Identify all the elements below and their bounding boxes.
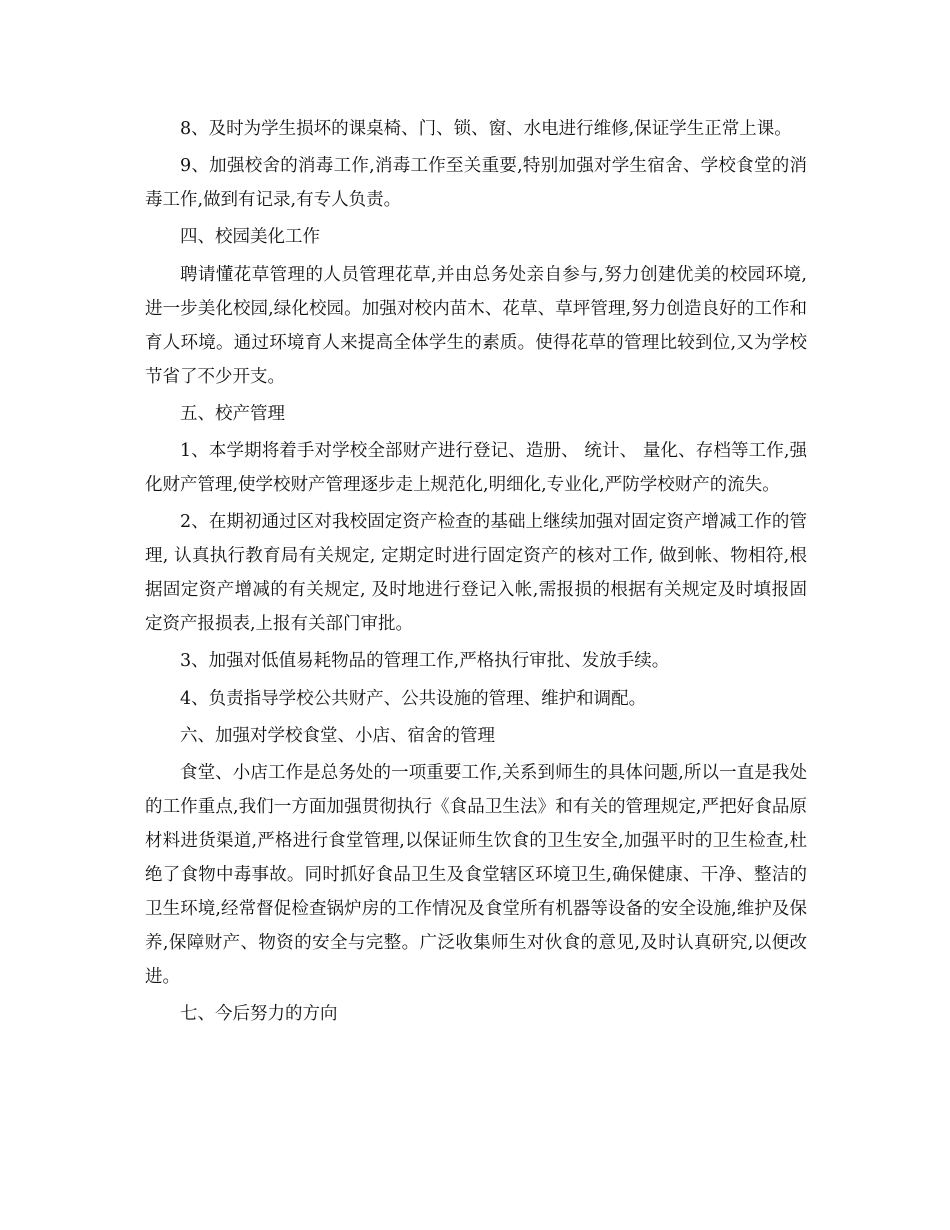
paragraph-property-registration: 1、本学期将着手对学校全部财产进行登记、造册、 统计、 量化、存档等工作,强化财产管理,使学校财产管理逐步走上规范化,明细化,专业化,严防学校财产的流失。 (145, 440, 807, 495)
section-heading-canteen-management: 六、加强对学校食堂、小店、宿舍的管理 (180, 725, 495, 746)
paragraph-fixed-assets: 2、在期初通过区对我校固定资产检查的基础上继续加强对固定资产增减工作的管理, 认真执行教育局有关规定, 定期定时进行固定资产的核对工作, 做到帐、物相符,根据固定资产增减的有关规定, 及时地进行登记入帐,需报损的根据有关规定及时填报固定资产报损表,上报有关部门审批。 (145, 512, 807, 635)
paragraph-public-facilities: 4、负责指导学校公共财产、公共设施的管理、维护和调配。 (180, 688, 647, 709)
section-heading-property-management: 五、校产管理 (180, 403, 285, 424)
paragraph-canteen: 食堂、小店工作是总务处的一项重要工作,关系到师生的具体问题,所以一直是我处的工作重点,我们一方面加强贯彻执行《食品卫生法》和有关的管理规定,严把好食品原材料进货渠道,严格进行食堂管理,以保证师生饮食的卫生安全,加强平时的卫生检查,杜绝了食物中毒事故。同时抓好食品卫生及食堂辖区环境卫生,确保健康、干净、整洁的卫生环境,经常督促检查锅炉房的工作情况及食堂所有机器等设备的安全设施,维护及保养,保障财产、物资的安全与完整。广泛收集师生对伙食的意见,及时认真研究,以便改进。 (145, 762, 807, 987)
document-page (145, 112, 807, 1034)
paragraph-disinfection: 9、加强校舍的消毒工作,消毒工作至关重要,特别加强对学生宿舍、学校食堂的消毒工作,做到有记录,有专人负责。 (145, 156, 807, 211)
paragraph-repairs: 8、及时为学生损坏的课桌椅、门、锁、窗、水电进行维修,保证学生正常上课。 (180, 119, 792, 139)
section-heading-future-direction: 七、今后努力的方向 (180, 1004, 338, 1025)
paragraph-campus-beautification: 聘请懂花草管理的人员管理花草,并由总务处亲自参与,努力创建优美的校园环境,进一步美化校园,绿化校园。加强对校内苗木、花草、草坪管理,努力创造良好的工作和育人环境。通过环境育人来提高全体学生的素质。使得花草的管理比较到位,又为学校节省了不少开支。 (145, 264, 807, 387)
paragraph-consumables: 3、加强对低值易耗物品的管理工作,严格执行审批、发放手续。 (180, 651, 670, 672)
section-heading-campus-beautification: 四、校园美化工作 (180, 227, 320, 248)
